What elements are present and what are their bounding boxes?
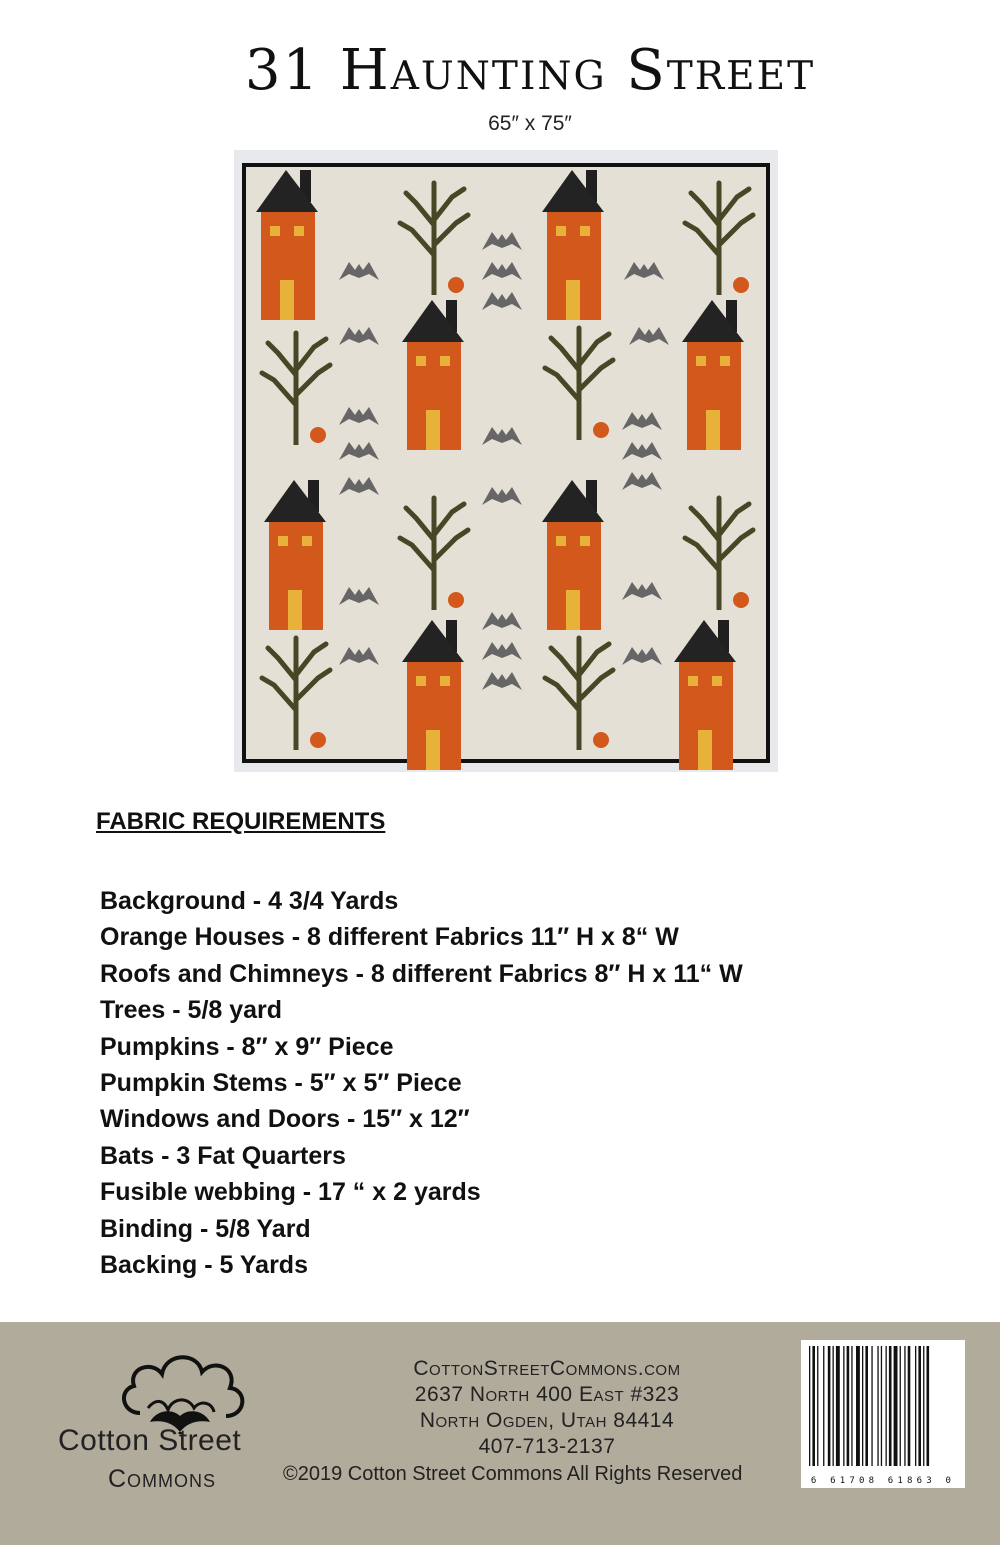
requirement-item: Bats - 3 Fat Quarters — [100, 1141, 346, 1170]
requirement-item: Pumpkins - 8″ x 9″ Piece — [100, 1032, 394, 1061]
brand-subtitle: Commons — [108, 1465, 217, 1493]
phone-number: 407-713-2137 — [478, 1435, 616, 1458]
barcode-number: 6 61708 61863 0 — [810, 1476, 956, 1486]
contact-block — [360, 1356, 734, 1460]
requirement-item: Background - 4 3/4 Yards — [100, 887, 399, 915]
requirement-item: Binding - 5/8 Yard — [100, 1214, 311, 1243]
requirement-item: Roofs and Chimneys - 8 different Fabrics 8″ H x 11“ W — [100, 959, 743, 988]
requirement-item: Orange Houses - 8 different Fabrics 11″ H x 8“ W — [100, 923, 679, 952]
requirement-item: Backing - 5 Yards — [100, 1250, 308, 1279]
barcode — [801, 1340, 965, 1488]
barcode-bars — [801, 1340, 965, 1470]
requirement-item: Trees - 5/8 yard — [100, 996, 283, 1025]
requirement-item: Windows and Doors - 15″ x 12″ — [100, 1105, 470, 1134]
page-title: 31 Haunting Street — [244, 38, 816, 103]
requirement-item: Pumpkin Stems - 5″ x 5″ Piece — [100, 1068, 462, 1097]
fabric-requirements-list — [100, 883, 743, 1283]
quilt-photo — [234, 150, 778, 772]
requirement-item: Fusible webbing - 17 “ x 2 yards — [100, 1178, 481, 1207]
copyright-notice: ©2019 Cotton Street Commons All Rights Reserved — [283, 1463, 743, 1485]
brand-name: Cotton Street — [58, 1424, 242, 1457]
quilt-size: 65″ x 75″ — [488, 112, 572, 135]
address-line-2: North Ogden, Utah 84414 — [419, 1409, 675, 1432]
website-link[interactable]: CottonStreetCommons.com — [413, 1357, 681, 1380]
address-line-1: 2637 North 400 East #323 — [414, 1383, 680, 1406]
fabric-requirements-heading: FABRIC REQUIREMENTS — [96, 808, 386, 835]
